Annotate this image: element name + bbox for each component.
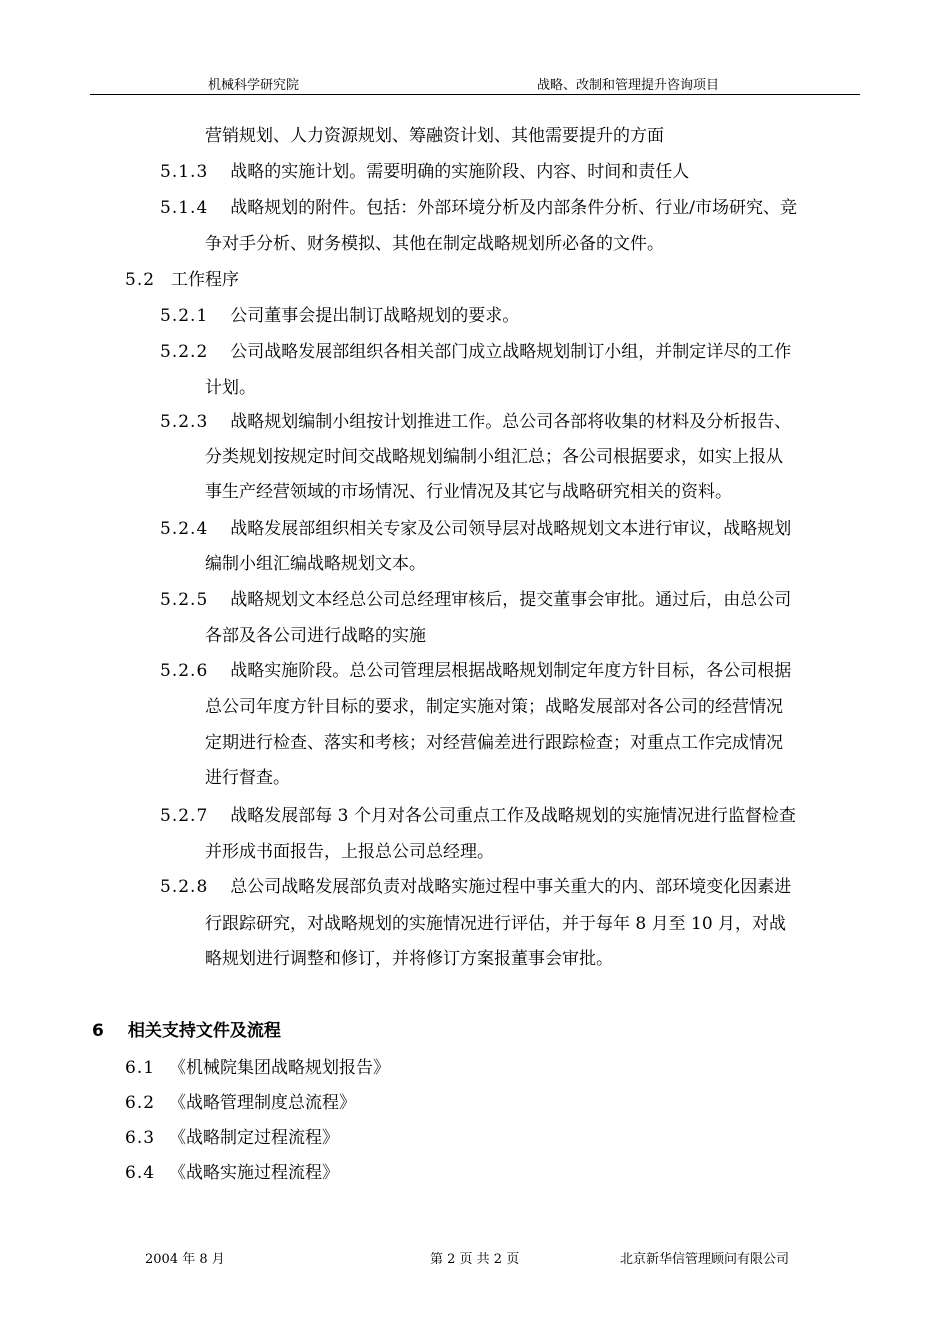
- item-number: 5.2.1: [160, 306, 209, 326]
- item-text-continued: 并形成书面报告，上报总公司总经理。: [205, 842, 494, 862]
- item-text: 《战略制定过程流程》: [169, 1128, 340, 1148]
- item-number: 5.2.4: [160, 519, 209, 539]
- item-text-continued: 事生产经营领域的市场情况、行业情况及其它与战略研究相关的资料。: [205, 482, 732, 502]
- item-text: 《机械院集团战略规划报告》: [169, 1058, 391, 1078]
- item-text: 总公司战略发展部负责对战略实施过程中事关重大的内、部环境变化因素进: [230, 877, 792, 897]
- header-right-title: 战略、改制和管理提升咨询项目: [537, 78, 720, 93]
- item-5-2-5: [160, 586, 791, 614]
- item-5-2-7: [160, 802, 796, 830]
- section-6-heading: [92, 1017, 281, 1045]
- item-text: 战略发展部每 3 个月对各公司重点工作及战略规划的实施情况进行监督检查: [230, 806, 796, 826]
- item-number: 5.2.2: [160, 342, 209, 362]
- item-number: 5.2.3: [160, 412, 209, 432]
- item-number: 6.2: [125, 1093, 156, 1113]
- item-number: 6.1: [125, 1058, 156, 1078]
- section-number: 6: [92, 1021, 104, 1041]
- item-text: 战略发展部组织相关专家及公司领导层对战略规划文本进行审议，战略规划: [230, 519, 792, 539]
- header-left-title: 机械科学研究院: [208, 78, 300, 93]
- item-text-continued: 总公司年度方针目标的要求，制定实施对策；战略发展部对各公司的经营情况: [205, 697, 783, 717]
- item-text-continued: 各部及各公司进行战略的实施: [205, 626, 426, 646]
- footer-company: 北京新华信管理顾问有限公司: [620, 1252, 790, 1267]
- item-text: 公司董事会提出制订战略规划的要求。: [230, 306, 520, 326]
- item-number: 5.2.7: [160, 806, 209, 826]
- item-5-2-1: [160, 302, 519, 330]
- footer-date: 2004 年 8 月: [145, 1252, 225, 1267]
- item-number: 6.4: [125, 1163, 156, 1183]
- item-5-2-4: [160, 515, 791, 543]
- item-text-continued: 编制小组汇编战略规划文本。: [205, 554, 426, 574]
- item-5-2-6: [160, 657, 791, 685]
- item-text: 公司战略发展部组织各相关部门成立战略规划制订小组，并制定详尽的工作: [230, 342, 792, 362]
- item-text: 战略规划的附件。包括：外部环境分析及内部条件分析、行业/市场研究、竞: [230, 198, 797, 218]
- item-5-1-4: [160, 194, 797, 222]
- support-doc-item: [125, 1159, 339, 1187]
- item-text-continued: 争对手分析、财务模拟、其他在制定战略规划所必备的文件。: [205, 234, 664, 254]
- item-number: 5.2.6: [160, 661, 209, 681]
- item-text: 《战略管理制度总流程》: [169, 1093, 357, 1113]
- item-number: 5.2.5: [160, 590, 209, 610]
- item-text: 战略的实施计划。需要明确的实施阶段、内容、时间和责任人: [230, 162, 690, 182]
- item-number: 6.3: [125, 1128, 156, 1148]
- section-number: 5.2: [125, 270, 156, 290]
- section-5-2: [125, 266, 239, 294]
- item-number: 5.1.3: [160, 162, 209, 182]
- item-number: 5.1.4: [160, 198, 209, 218]
- support-doc-item: [125, 1054, 390, 1082]
- item-text: 战略规划文本经总公司总经理审核后，提交董事会审批。通过后，由总公司: [230, 590, 792, 610]
- item-5-2-2: [160, 338, 791, 366]
- item-text-continued: 定期进行检查、落实和考核；对经营偏差进行跟踪检查；对重点工作完成情况: [205, 733, 783, 753]
- item-text-continued: 进行督查。: [205, 768, 290, 788]
- page-header: [90, 70, 860, 95]
- support-doc-item: [125, 1124, 339, 1152]
- paragraph-line: 营销规划、人力资源规划、筹融资计划、其他需要提升的方面: [205, 126, 664, 146]
- item-text: 战略规划编制小组按计划推进工作。总公司各部将收集的材料及分析报告、: [230, 412, 792, 432]
- support-doc-item: [125, 1089, 356, 1117]
- item-5-2-3: [160, 408, 791, 436]
- section-title: 工作程序: [171, 270, 240, 290]
- item-text-continued: 分类规划按规定时间交战略规划编制小组汇总；各公司根据要求，如实上报从: [205, 447, 783, 467]
- item-5-1-3: [160, 158, 689, 186]
- footer-page-number: 第 2 页 共 2 页: [430, 1252, 520, 1267]
- item-text-continued: 行跟踪研究，对战略规划的实施情况进行评估，并于每年 8 月至 10 月，对战: [205, 914, 787, 934]
- item-number: 5.2.8: [160, 877, 209, 897]
- item-text: 战略实施阶段。总公司管理层根据战略规划制定年度方针目标，各公司根据: [230, 661, 792, 681]
- section-title: 相关支持文件及流程: [127, 1021, 281, 1041]
- item-text-continued: 略规划进行调整和修订，并将修订方案报董事会审批。: [205, 949, 613, 969]
- item-5-2-8: [160, 873, 791, 901]
- item-text-continued: 计划。: [205, 378, 256, 398]
- item-text: 《战略实施过程流程》: [169, 1163, 340, 1183]
